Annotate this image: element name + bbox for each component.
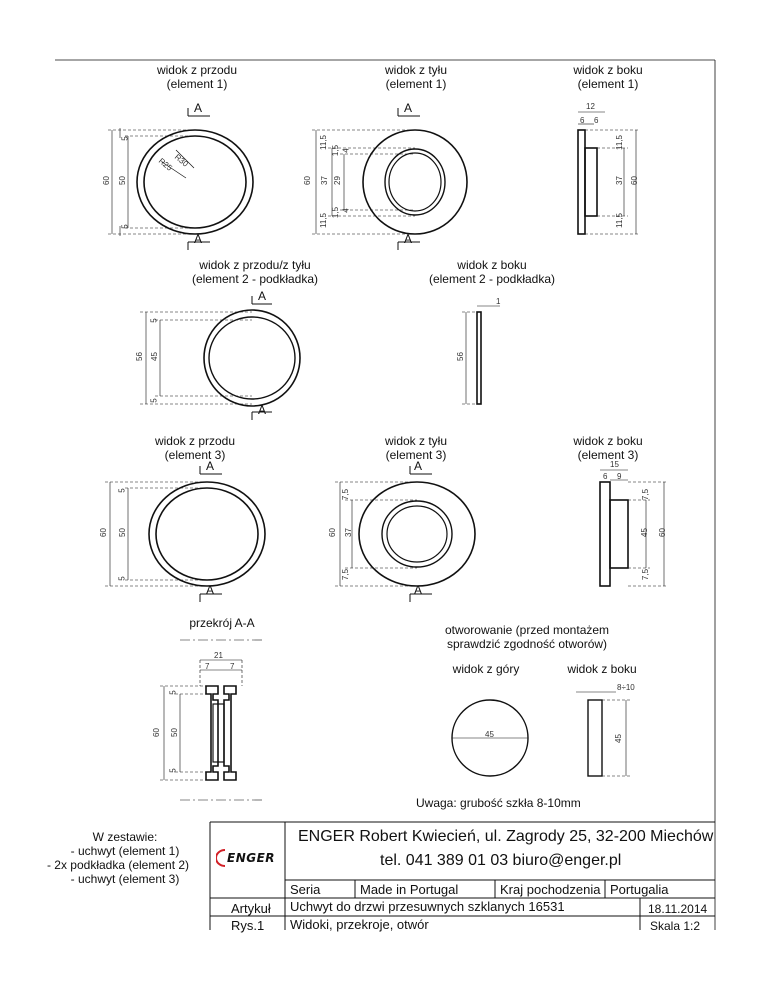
el1-side-drawing (578, 112, 640, 234)
el3-back-drawing (335, 466, 475, 602)
dimension: 60 (101, 176, 111, 185)
section-mark: A (258, 289, 267, 303)
dimension: 7,5 (641, 488, 651, 501)
dimension: 11,5 (318, 213, 328, 228)
dimension: 4 (341, 148, 351, 153)
dimension: 5 (117, 576, 127, 581)
section-mark: A (194, 232, 203, 246)
seria-label: Seria (290, 882, 321, 897)
scale: Skala 1:2 (650, 919, 701, 933)
dimension: 8÷10 (617, 683, 635, 692)
dimension: 11,5 (614, 135, 624, 150)
section-mark: A (194, 101, 203, 115)
artykul-label: Artykuł (231, 901, 271, 916)
artykul-value: Uchwyt do drzwi przesuwnych szklanych 16531 (290, 899, 565, 914)
section-mark: A (414, 583, 423, 597)
section-mark: A (404, 101, 413, 115)
view-title-hole-top: widok z góry (452, 662, 520, 676)
dimension: 7,5 (641, 568, 651, 581)
dimension: 37 (319, 176, 329, 185)
section-aa-drawing (160, 640, 265, 800)
dimension: 45 (639, 528, 649, 537)
dimension: 37 (614, 176, 624, 185)
dimension: 60 (302, 176, 312, 185)
dimension: 50 (117, 528, 127, 537)
dimension: 45 (613, 734, 623, 743)
dimension: 4 (341, 208, 351, 213)
dimension: 7,5 (341, 488, 351, 501)
origin-value: Portugalia (610, 882, 669, 897)
rys-label: Rys.1 (231, 918, 265, 933)
glass-thickness-note: Uwaga: grubość szkła 8-10mm (416, 796, 581, 810)
dimension: 5 (168, 768, 178, 773)
dimension: 11,5 (318, 135, 328, 150)
section-mark: A (206, 459, 215, 473)
dimension: 7 (230, 662, 235, 671)
view-title-section: przekrój A-A (189, 616, 255, 630)
dimension: 5 (117, 488, 127, 493)
dimension: 50 (169, 728, 179, 737)
dimension: 5 (149, 318, 159, 323)
dimension: 7,5 (341, 568, 351, 581)
dimension: 6 (594, 116, 599, 125)
view-title-el2-side: widok z boku (element 2 - podkładka) (428, 258, 556, 286)
dimension: 45 (149, 352, 159, 361)
dimension: 60 (327, 528, 337, 537)
view-title-el3-back: widok z tyłu (element 3) (384, 434, 448, 462)
el3-front-drawing (105, 466, 265, 602)
kit-contents (40, 830, 210, 886)
dimension: 12 (586, 102, 595, 111)
view-title-el1-side: widok z boku (element 1) (573, 63, 643, 91)
dimension: 60 (657, 528, 667, 537)
view-title-hole: otworowanie (przed montażem sprawdzić zgodność otworów) (444, 623, 610, 651)
dimension: 11,5 (614, 213, 624, 228)
logo-wordmark: ENGER (227, 851, 276, 865)
company-contact: tel. 041 389 01 03 biuro@enger.pl (380, 852, 622, 869)
origin-label: Kraj pochodzenia (500, 882, 601, 897)
section-mark: A (258, 403, 267, 417)
view-title-el3-front: widok z przodu (element 3) (154, 434, 236, 462)
view-title-hole-side: widok z boku (567, 662, 637, 676)
view-title-el3-side: widok z boku (element 3) (573, 434, 643, 462)
section-mark: A (206, 583, 215, 597)
dimension: 45 (485, 730, 494, 739)
kit-item: - 2x podkładka (element 2) (46, 858, 190, 872)
dimension: 1,5 (331, 144, 341, 157)
dimension: 21 (214, 651, 223, 660)
el2-front-drawing (140, 296, 300, 420)
dimension: 7 (205, 662, 210, 671)
dimension: 60 (629, 176, 639, 185)
dimension: 1,5 (331, 206, 341, 219)
el2-side-drawing (462, 306, 500, 404)
dimension: 5 (120, 136, 130, 141)
dimension: 56 (455, 352, 465, 361)
view-title-el1-front: widok z przodu (element 1) (156, 63, 238, 91)
dimension: 5 (120, 224, 130, 229)
rys-value: Widoki, przekroje, otwór (290, 917, 429, 932)
kit-title: W zestawie: (92, 830, 158, 844)
hole-drawing (452, 692, 630, 776)
dimension: 6 (580, 116, 585, 125)
dimension: 1 (496, 297, 501, 306)
kit-item: - uchwyt (element 3) (70, 872, 180, 886)
dimension: 9 (617, 472, 622, 481)
drawing-date: 18.11.2014 (648, 902, 708, 916)
dimension: 6 (603, 472, 608, 481)
dimension: 29 (332, 176, 342, 185)
dimension: 5 (149, 398, 159, 403)
view-title-el1-back: widok z tyłu (element 1) (384, 63, 448, 91)
dimension: 15 (610, 460, 619, 469)
dimension: R25 (156, 156, 174, 173)
dimension: 37 (343, 528, 353, 537)
dimension: R30 (172, 152, 190, 169)
dimension: 5 (168, 690, 178, 695)
section-mark: A (404, 232, 413, 246)
kit-item: - uchwyt (element 1) (70, 844, 180, 858)
enger-logo (216, 848, 282, 868)
company-address: ENGER Robert Kwiecień, ul. Zagrody 25, 32-200 Miechów (298, 828, 714, 845)
dimension: 56 (134, 352, 144, 361)
dimension: 60 (98, 528, 108, 537)
dimension: 50 (117, 176, 127, 185)
made-in: Made in Portugal (360, 882, 459, 897)
view-title-el2-front: widok z przodu/z tyłu (element 2 - podkładka) (191, 258, 319, 286)
el1-front-drawing (108, 108, 253, 250)
dimension: 60 (151, 728, 161, 737)
section-mark: A (414, 459, 423, 473)
